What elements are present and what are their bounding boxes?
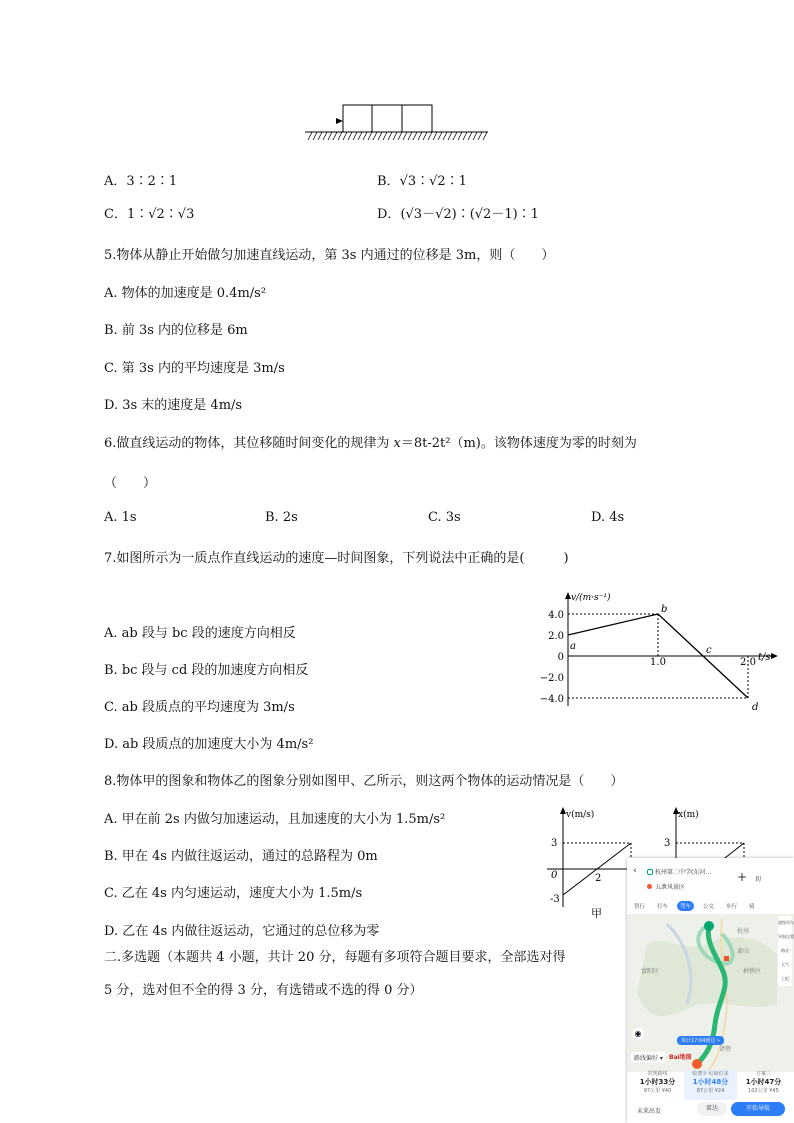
start-marker <box>704 921 714 931</box>
vt-x-arrow <box>771 653 778 659</box>
jia-xtick-2: 2 <box>595 873 602 884</box>
map-label-hangzhou: 杭州 <box>737 928 750 935</box>
add-stop-button[interactable]: + <box>737 870 748 884</box>
tab-walk[interactable]: 步行 <box>726 904 738 910</box>
q7-option-b: B. bc 段与 cd 段的加速度方向相反 <box>104 663 309 678</box>
map-label-xiaoshan: 萧山 <box>737 948 750 955</box>
jia-ytick-0: 0 <box>551 870 558 881</box>
map-view[interactable] <box>627 914 794 1072</box>
route-option-2[interactable]: 收费少 红绿灯多 1小时48分 87公里 ¥24 <box>684 1070 737 1100</box>
option-c: C．1∶√2∶√3 <box>104 207 195 222</box>
vt-ytick: 2.0 <box>548 631 564 642</box>
q6-paren: （ ） <box>104 476 157 491</box>
section2-line2: 5 分，选对但不全的得 3 分，有选错或不选的得 0 分） <box>104 983 423 998</box>
side-toolbar <box>778 916 792 986</box>
vt-point-label-d: d <box>752 702 759 713</box>
eta-bubble: 预计17:04到达 » <box>677 1036 724 1045</box>
option-a: A．3∶2∶1 <box>104 174 178 189</box>
blocks-figure <box>300 100 495 150</box>
q7-option-c: C. ab 段质点的平均速度为 3m/s <box>104 700 295 715</box>
report-icon[interactable]: 上报 <box>781 976 789 981</box>
q7-stem: 7.如图所示为一质点作直线运动的速度—时间图象，下列说法中正确的是( ) <box>104 551 569 566</box>
q5-option-b: B. 前 3s 内的位移是 6m <box>104 323 248 338</box>
swap-button[interactable]: 切 <box>755 876 762 883</box>
destination-field[interactable]: 五泄风景区 <box>655 884 686 891</box>
bullet-arrow <box>336 118 343 124</box>
origin-dot <box>647 869 653 875</box>
q8-option-d: D. 乙在 4s 内做往返运动，它通过的总位移为零 <box>104 924 380 939</box>
vt-xlabel: t/s <box>758 652 771 663</box>
vt-ytick: 4.0 <box>548 610 564 621</box>
vt-point-label-c: c <box>706 645 712 656</box>
tab-taxi[interactable]: 打车 <box>657 904 669 910</box>
vt-point-label-b: b <box>661 604 668 615</box>
nav-settings-icon[interactable]: 导航设置 <box>778 934 794 939</box>
tab-transit[interactable]: 公交 <box>703 904 715 910</box>
vt-ylabel: v/(m·s⁻¹) <box>571 593 611 603</box>
q7-option-a: A. ab 段与 bc 段的速度方向相反 <box>104 626 296 641</box>
mode-tabs <box>631 900 790 912</box>
jia-ytick-3: 3 <box>551 838 558 849</box>
tab-ride[interactable]: 骑 <box>749 904 755 910</box>
q8-option-a: A. 甲在前 2s 内做匀加速运动，且加速度的大小为 1.5m/s² <box>104 812 446 827</box>
q5-option-a: A. 物体的加速度是 0.4m/s² <box>104 286 267 301</box>
q6-option-a: A. 1s <box>104 510 137 525</box>
vt-ytick: −4.0 <box>539 694 564 705</box>
vt-ytick: −2.0 <box>539 673 564 684</box>
q6-option-b: B. 2s <box>265 510 298 525</box>
yi-ytick-3: 3 <box>664 838 671 849</box>
option-b: B．√3∶√2∶1 <box>377 174 467 189</box>
baidu-logo: Bai地图 <box>669 1054 692 1061</box>
locate-icon[interactable]: ◉ <box>632 1028 644 1040</box>
section2-line1: 二.多选题（本题共 4 小题，共计 20 分，每题有多项符合题目要求，全部选对得 <box>104 950 566 965</box>
back-icon[interactable]: ‹ <box>633 866 637 876</box>
graph-yi <box>660 805 750 865</box>
start-navigation-button[interactable]: 开始导航 <box>731 1102 785 1116</box>
q8-option-c: C. 乙在 4s 内匀速运动，速度大小为 1.5m/s <box>104 886 363 901</box>
q8-stem: 8.物体甲的图象和物体乙的图象分别如图甲、乙所示，则这两个物体的运动情况是（ ） <box>104 774 624 789</box>
route-options <box>631 1070 790 1100</box>
q5-stem: 5.物体从静止开始做匀加速直线运动，第 3s 内通过的位移是 3m，则（ ） <box>104 248 555 263</box>
ride-icon[interactable]: 超级用车 <box>778 920 794 925</box>
origin-field[interactable]: 杭州第二中学(东河… <box>655 869 712 876</box>
map-screenshot <box>627 858 794 1123</box>
traffic-icon[interactable]: 路况 <box>781 948 789 953</box>
yi-ylabel: x(m) <box>678 810 699 820</box>
option-d-math: (√3－√2)∶(√2－1)∶1 <box>400 207 539 222</box>
vt-point-label-a: a <box>570 641 576 652</box>
weather-icon[interactable]: 天气 <box>781 962 789 967</box>
map-label-zhuji: 诸暨 <box>719 1046 732 1053</box>
q7-option-d: D. ab 段质点的加速度大小为 4m/s² <box>104 737 314 752</box>
end-marker <box>692 1059 702 1069</box>
block-group <box>343 105 432 132</box>
route-option-1[interactable]: 常规路线 1小时33分 97公里 ¥40 <box>639 1071 676 1094</box>
tab-zhixing[interactable]: 智行 <box>634 904 646 910</box>
jia-ylabel: v(m/s) <box>566 810 595 820</box>
vt-xtick: 1.0 <box>650 657 666 668</box>
vt-ytick: 0 <box>557 652 564 663</box>
radar-button[interactable]: 雷达 <box>697 1102 727 1116</box>
q6-option-c: C. 3s <box>428 510 461 525</box>
destination-dot <box>647 884 652 889</box>
vt-xtick: 2.0 <box>740 657 756 668</box>
future-departure-button[interactable]: 未来出发 <box>637 1108 662 1115</box>
ground-hatch <box>308 132 487 140</box>
jia-ytick-neg3: -3 <box>550 894 560 905</box>
option-b-math: √3∶√2∶1 <box>399 174 467 189</box>
route-prefs-button[interactable]: 路线偏好 ▾ <box>631 1052 666 1063</box>
q6-option-d: D. 4s <box>591 510 625 525</box>
option-c-math: 1∶√2∶√3 <box>126 207 195 222</box>
map-label-fuyang: 富阳区 <box>641 968 660 975</box>
map-label-keqiao: 柯桥区 <box>743 968 762 975</box>
q5-option-d: D. 3s 末的速度是 4m/s <box>104 398 243 413</box>
option-d: D．(√3－√2)∶(√2－1)∶1 <box>377 207 539 222</box>
q5-option-c: C. 第 3s 内的平均速度是 3m/s <box>104 361 285 376</box>
q8-option-b: B. 甲在 4s 内做往返运动，通过的总路程为 0m <box>104 849 378 864</box>
tab-drive[interactable]: 驾车 <box>677 901 694 911</box>
vt-graph <box>530 588 771 713</box>
jia-caption: 甲 <box>591 907 602 920</box>
route-option-3[interactable]: 方案三 1小时47分 102公里 ¥45 <box>745 1071 782 1094</box>
q6-stem: 6.做直线运动的物体，其位移随时间变化的规律为 x＝8t-2t²（m)。该物体速度为零的时刻为 <box>104 436 637 451</box>
graph-jia <box>545 805 637 920</box>
